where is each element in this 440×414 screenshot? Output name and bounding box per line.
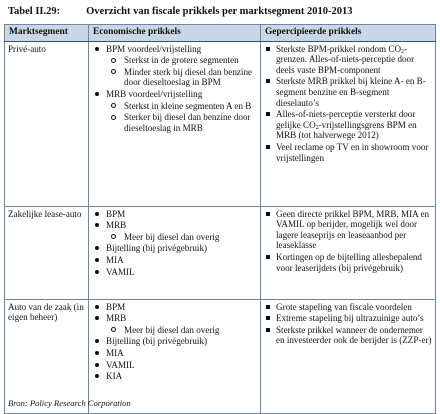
- economic-incentives-list: [92, 302, 257, 382]
- segment-cell: Privé-auto: [5, 41, 89, 206]
- list-item: VAMIL: [92, 267, 257, 278]
- incentives-table: [4, 24, 436, 414]
- economic-incentives-cell: [89, 41, 261, 206]
- header-perceived: Gepercipieerde prikkels: [261, 25, 436, 42]
- segment-cell: Auto van de zaak (in eigen beheer): [5, 299, 89, 413]
- economic-incentives-list: [92, 44, 257, 134]
- list-item: [264, 325, 432, 346]
- list-item-text: Veel reclame op TV en in showroom voor vrijstellingen: [276, 141, 429, 163]
- header-economic: Economische prikkels: [89, 25, 261, 42]
- list-item: Meer bij diesel dan overig: [92, 232, 257, 243]
- economic-incentives-cell: [89, 206, 261, 299]
- table-row: [5, 41, 436, 206]
- list-item: Minder sterk bij diesel dan benzine door dieseltoeslag in BPM: [92, 67, 257, 88]
- perceived-incentives-list: [264, 209, 432, 274]
- list-item: Sterker bij diesel dan benzine door dieseltoeslag in MRB: [92, 112, 257, 133]
- list-item-text: Sterkste BPM-prikkel rondom CO: [276, 43, 402, 54]
- list-item: BPM voordeel/vrijstelling: [92, 44, 257, 55]
- list-item: MRB voordeel/vrijstelling: [92, 89, 257, 100]
- segment-cell: Zakelijke lease-auto: [5, 206, 89, 299]
- list-item-text: -grenzen. Alles-of-niets-perceptie door deels vaste BPM-component: [276, 43, 415, 75]
- list-item: [264, 44, 432, 76]
- perceived-incentives-cell: [261, 206, 436, 299]
- list-item: [264, 76, 432, 108]
- list-item: MIA: [92, 348, 257, 359]
- list-item-text: Grote stapeling van fiscale voordelen: [276, 301, 412, 312]
- list-item: [264, 313, 432, 324]
- list-item: BPM: [92, 302, 257, 313]
- list-item-text: -vrijstellingsgrens BPM en MRB (tot halverwege 2012): [276, 119, 417, 141]
- perceived-incentives-cell: [261, 299, 436, 413]
- subscript: 2: [315, 124, 319, 131]
- source-note: Bron: Policy Research Corporation: [8, 398, 131, 408]
- list-item: MIA: [92, 255, 257, 266]
- list-item-text: Alles-of-niets-perceptie versterkt door gelijke CO: [276, 109, 416, 130]
- header-segment: Marktsegment: [5, 25, 89, 42]
- subscript: 2: [401, 48, 405, 55]
- list-item: [264, 142, 432, 163]
- list-item-text: Kortingen op de bijtelling allesbepalend voor leaserijders (bij privégebruik): [276, 251, 422, 273]
- table-header-row: [5, 25, 436, 42]
- list-item: MRB: [92, 220, 257, 231]
- list-item: [264, 209, 432, 251]
- perceived-incentives-cell: [261, 41, 436, 206]
- list-item: MRB: [92, 313, 257, 324]
- list-item: [264, 302, 432, 313]
- list-item: KIA: [92, 371, 257, 382]
- list-item: Sterkst in de grotere segmenten: [92, 55, 257, 66]
- table-row: [5, 299, 436, 413]
- table-number: Tabel II.29:: [8, 6, 61, 17]
- table-caption: [8, 6, 353, 17]
- perceived-incentives-list: [264, 44, 432, 164]
- list-item-text: Sterkste MRB prikkel bij kleine A- en B-segment benzine en B-segment dieselauto’s: [276, 76, 426, 108]
- economic-incentives-list: [92, 209, 257, 278]
- list-item: BPM: [92, 209, 257, 220]
- list-item-text: Geen directe prikkel BPM, MRB, MIA en VAMIL op berijder, mogelijk wel door lagere leaseprijs en leaseaanbod per leaseklasse: [276, 208, 430, 251]
- list-item: Sterkst in kleine segmenten A en B: [92, 101, 257, 112]
- list-item: VAMIL: [92, 360, 257, 371]
- perceived-incentives-list: [264, 302, 432, 346]
- table-row: [5, 206, 436, 299]
- list-item-text: Sterkste prikkel wanneer de ondernemer en investeerder ook de berijder is (ZZP-er): [276, 324, 432, 346]
- table-title: Overzicht van fiscale prikkels per marktsegment 2010-2013: [86, 6, 353, 17]
- list-item: [264, 252, 432, 273]
- list-item: Meer bij diesel dan overig: [92, 325, 257, 336]
- list-item: [264, 109, 432, 141]
- list-item-text: Extreme stapeling bij ultrazuinige auto’s: [276, 313, 424, 324]
- list-item: Bijtelling (bij privégebruik): [92, 243, 257, 254]
- list-item: Bijtelling (bij privégebruik): [92, 336, 257, 347]
- economic-incentives-cell: [89, 299, 261, 413]
